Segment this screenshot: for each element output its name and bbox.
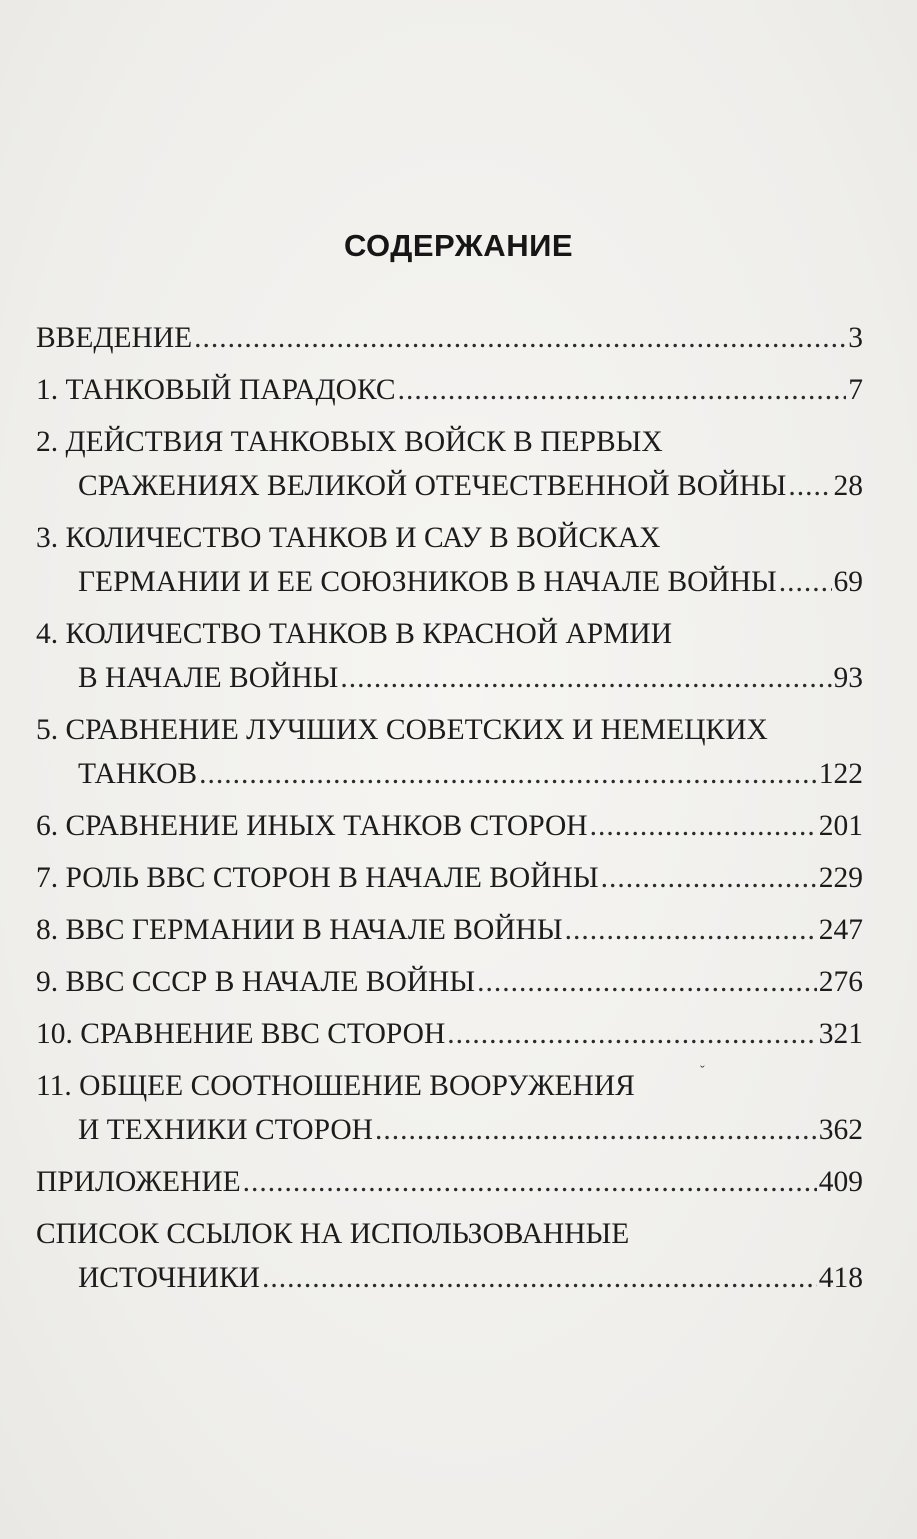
- pen-mark: ˇ: [700, 1064, 705, 1079]
- dot-leader: [194, 316, 846, 360]
- dot-leader: [590, 804, 817, 848]
- toc-entry[interactable]: [36, 708, 863, 796]
- dot-leader: [447, 1012, 816, 1056]
- dot-leader: [788, 464, 831, 508]
- toc-entry-title-line: 6. СРАВНЕНИЕ ИНЫХ ТАНКОВ СТОРОН: [36, 810, 588, 842]
- toc-entry-title-line: 5. СРАВНЕНИЕ ЛУЧШИХ СОВЕТСКИХ И НЕМЕЦКИХ: [36, 714, 768, 746]
- toc-entry[interactable]: [36, 316, 863, 360]
- toc-entry-page-number: 409: [818, 1166, 863, 1198]
- toc-entry[interactable]: [36, 368, 863, 412]
- toc-entry[interactable]: [36, 516, 863, 604]
- dot-leader: [243, 1160, 817, 1204]
- dot-leader: [601, 856, 817, 900]
- toc-entry-page-number: 122: [818, 758, 863, 790]
- toc-entry-page-number: 276: [818, 966, 863, 998]
- page-title: СОДЕРЖАНИЕ: [343, 228, 574, 263]
- toc-entry-title-line: ИСТОЧНИКИ: [78, 1262, 260, 1294]
- toc-entry-page-number: 418: [818, 1262, 863, 1294]
- toc-entry-title-line: 9. ВВС СССР В НАЧАЛЕ ВОЙНЫ: [36, 966, 476, 998]
- dot-leader: [199, 752, 817, 796]
- toc-entry-page-number: 201: [818, 810, 863, 842]
- toc-entry-title-line: 10. СРАВНЕНИЕ ВВС СТОРОН: [36, 1018, 446, 1050]
- dot-leader: [565, 908, 817, 952]
- toc-entry-title-line: 11. ОБЩЕЕ СООТНОШЕНИЕ ВООРУЖЕНИЯ: [36, 1070, 635, 1102]
- toc-entry[interactable]: [36, 908, 863, 952]
- toc-entry-title-line: СПИСОК ССЫЛОК НА ИСПОЛЬЗОВАННЫЕ: [36, 1218, 630, 1250]
- toc-entry-title-line: И ТЕХНИКИ СТОРОН: [78, 1114, 373, 1146]
- toc-entry-page-number: 229: [818, 862, 863, 894]
- toc-entry-title-line: СРАЖЕНИЯХ ВЕЛИКОЙ ОТЕЧЕСТВЕННОЙ ВОЙНЫ: [78, 470, 787, 502]
- toc-entry-page-number: 362: [818, 1114, 863, 1146]
- toc-entry-title-line: 4. КОЛИЧЕСТВО ТАНКОВ В КРАСНОЙ АРМИИ: [36, 618, 672, 650]
- toc-entry-title-line: ГЕРМАНИИ И ЕЕ СОЮЗНИКОВ В НАЧАЛЕ ВОЙНЫ: [78, 566, 777, 598]
- dot-leader: [398, 368, 847, 412]
- toc-entry-page-number: 28: [833, 470, 863, 502]
- dot-leader: [477, 960, 817, 1004]
- toc-entry[interactable]: [36, 960, 863, 1004]
- toc-entry-title-line: ПРИЛОЖЕНИЕ: [36, 1166, 241, 1198]
- table-of-contents: [36, 316, 863, 1300]
- toc-entry[interactable]: [36, 1160, 863, 1204]
- toc-entry-page-number: 247: [818, 914, 863, 946]
- toc-entry[interactable]: [36, 856, 863, 900]
- toc-entry-title-line: 7. РОЛЬ ВВС СТОРОН В НАЧАЛЕ ВОЙНЫ: [36, 862, 599, 894]
- toc-entry[interactable]: [36, 612, 863, 700]
- toc-entry-title-line: 1. ТАНКОВЫЙ ПАРАДОКС: [36, 374, 396, 406]
- toc-entry-page-number: 3: [848, 322, 863, 354]
- toc-entry-title-line: ВВЕДЕНИЕ: [36, 322, 193, 354]
- toc-entry-page-number: 7: [848, 374, 863, 406]
- toc-entry-title-line: 2. ДЕЙСТВИЯ ТАНКОВЫХ ВОЙСК В ПЕРВЫХ: [36, 426, 663, 458]
- toc-entry-title-line: В НАЧАЛЕ ВОЙНЫ: [78, 662, 339, 694]
- toc-entry-page-number: 321: [818, 1018, 863, 1050]
- toc-entry[interactable]: [36, 1064, 863, 1152]
- toc-entry-title-line: 3. КОЛИЧЕСТВО ТАНКОВ И САУ В ВОЙСКАХ: [36, 522, 661, 554]
- dot-leader: [375, 1108, 817, 1152]
- toc-entry[interactable]: [36, 420, 863, 508]
- toc-entry-page-number: 93: [833, 662, 863, 694]
- toc-entry-title-line: 8. ВВС ГЕРМАНИИ В НАЧАЛЕ ВОЙНЫ: [36, 914, 563, 946]
- toc-entry-title-line: ТАНКОВ: [78, 758, 198, 790]
- dot-leader: [262, 1256, 817, 1300]
- dot-leader: [779, 560, 832, 604]
- toc-entry[interactable]: [36, 1212, 863, 1300]
- dot-leader: [340, 656, 831, 700]
- toc-entry[interactable]: [36, 1012, 863, 1056]
- toc-entry-page-number: 69: [833, 566, 863, 598]
- toc-entry[interactable]: [36, 804, 863, 848]
